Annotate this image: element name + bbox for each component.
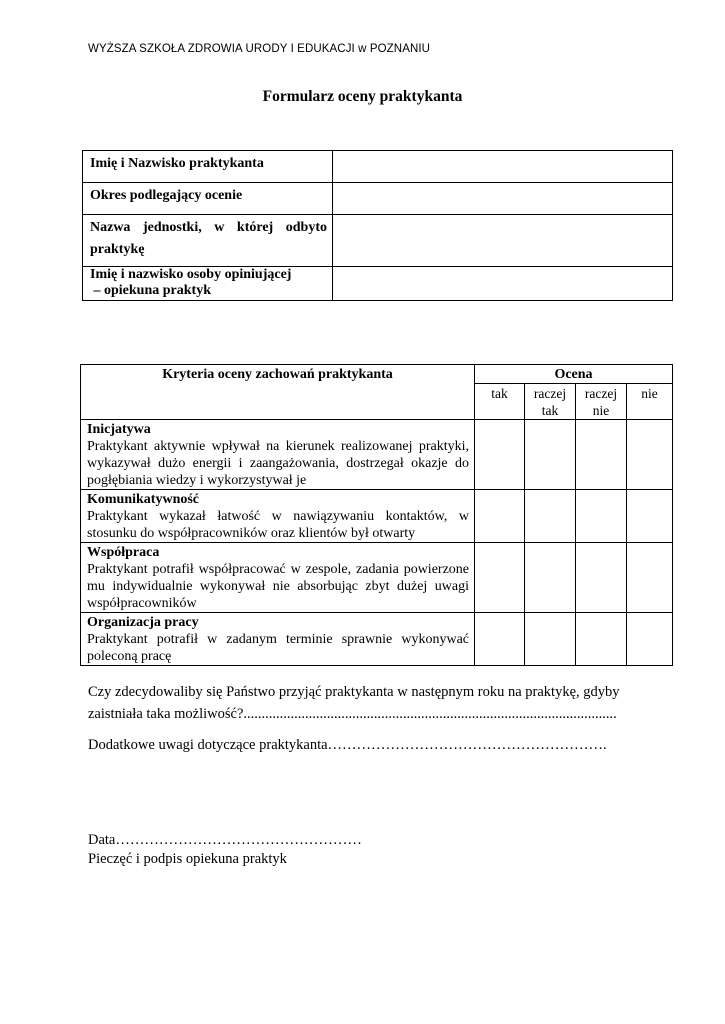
rating-option-line2: tak [541,403,559,418]
evaluation-period-label: Okres podlegający ocenie [83,183,333,215]
trainee-info-table [82,150,673,301]
criteria-column-header: Kryteria oceny zachowań praktykanta [81,365,475,420]
criterion-description: Praktykant potrafił w zadanym terminie sprawnie wykonywać poleconą pracę [87,632,469,664]
criterion-name: Współpraca [87,545,160,560]
rating-checkbox-cell[interactable] [576,543,627,613]
rating-option-line1: raczej [533,386,567,401]
rating-option-raczej-tak [525,384,576,420]
rating-checkbox-cell[interactable] [576,490,627,543]
rating-checkbox-cell[interactable] [627,613,673,666]
institution-header: WYŻSZA SZKOŁA ZDROWIA URODY I EDUKACJI w POZNANIU [88,43,431,55]
rating-checkbox-cell[interactable] [475,420,525,490]
criterion-description: Praktykant wykazał łatwość w nawiązywaniu kontaktów, w stosunku do współpracowników oraz klientów był otwarty [87,509,469,541]
rating-checkbox-cell[interactable] [525,613,576,666]
rating-option-line1: tak [491,386,508,401]
table-row [81,490,673,543]
rating-checkbox-cell[interactable] [475,543,525,613]
hire-question-line2[interactable]: zaistniała taka możliwość?....................................................................................................... [88,706,617,722]
rating-option-raczej-nie [576,384,627,420]
criterion-name: Komunikatywność [87,492,200,507]
criterion-description: Praktykant potrafił współpracować w zespole, zadania powierzone mu indywidualnie wykonywał nie absorbując zbyt dużej uwagi współpracowników [87,562,469,611]
trainee-name-label: Imię i Nazwisko praktykanta [83,151,333,183]
criterion-cell [81,543,475,613]
table-row [81,613,673,666]
trainee-name-field[interactable] [333,151,673,183]
rating-checkbox-cell[interactable] [627,543,673,613]
table-row [81,543,673,613]
rating-option-line1: nie [641,386,658,401]
supervisor-label-line1: Imię i nazwisko osoby opiniującej [90,267,292,282]
rating-checkbox-cell[interactable] [627,490,673,543]
rating-checkbox-cell[interactable] [525,490,576,543]
evaluation-period-field[interactable] [333,183,673,215]
rating-checkbox-cell[interactable] [525,420,576,490]
unit-name-field[interactable] [333,215,673,267]
supervisor-name-field[interactable] [333,267,673,301]
rating-option-nie [627,384,673,420]
unit-name-label: Nazwa jednostki, w której odbyto praktykę [83,215,333,267]
rating-checkbox-cell[interactable] [576,613,627,666]
signature-label: Pieczęć i podpis opiekuna praktyk [88,851,287,867]
hire-question-line1: Czy zdecydowaliby się Państwo przyjąć praktykanta w następnym roku na praktykę, gdyby [88,684,620,700]
form-title: Formularz oceny praktykanta [262,88,463,105]
criterion-cell [81,490,475,543]
criteria-table [80,364,673,666]
rating-checkbox-cell[interactable] [475,613,525,666]
criterion-name: Inicjatywa [87,422,151,437]
rating-checkbox-cell[interactable] [475,490,525,543]
supervisor-label-line2: – opiekuna praktyk [90,283,211,298]
criterion-description: Praktykant aktywnie wpływał na kierunek realizowanej praktyki, wykazywał dużo energii i zaangażowania, dostrzegał okazje do pogłębiania wiedzy i wykorzystywał je [87,439,469,488]
rating-option-tak [475,384,525,420]
additional-remarks-field[interactable]: Dodatkowe uwagi dotyczące praktykanta…………………………………………………. [88,737,607,753]
rating-option-line1: raczej [584,386,618,401]
rating-option-line2: nie [592,403,610,418]
rating-checkbox-cell[interactable] [525,543,576,613]
rating-checkbox-cell[interactable] [576,420,627,490]
table-row [81,420,673,490]
criterion-name: Organizacja pracy [87,615,199,630]
criterion-cell [81,613,475,666]
supervisor-name-label [83,267,333,301]
criterion-cell [81,420,475,490]
date-field[interactable]: Data…………………………………………… [88,832,362,848]
rating-column-header: Ocena [475,365,673,384]
rating-checkbox-cell[interactable] [627,420,673,490]
